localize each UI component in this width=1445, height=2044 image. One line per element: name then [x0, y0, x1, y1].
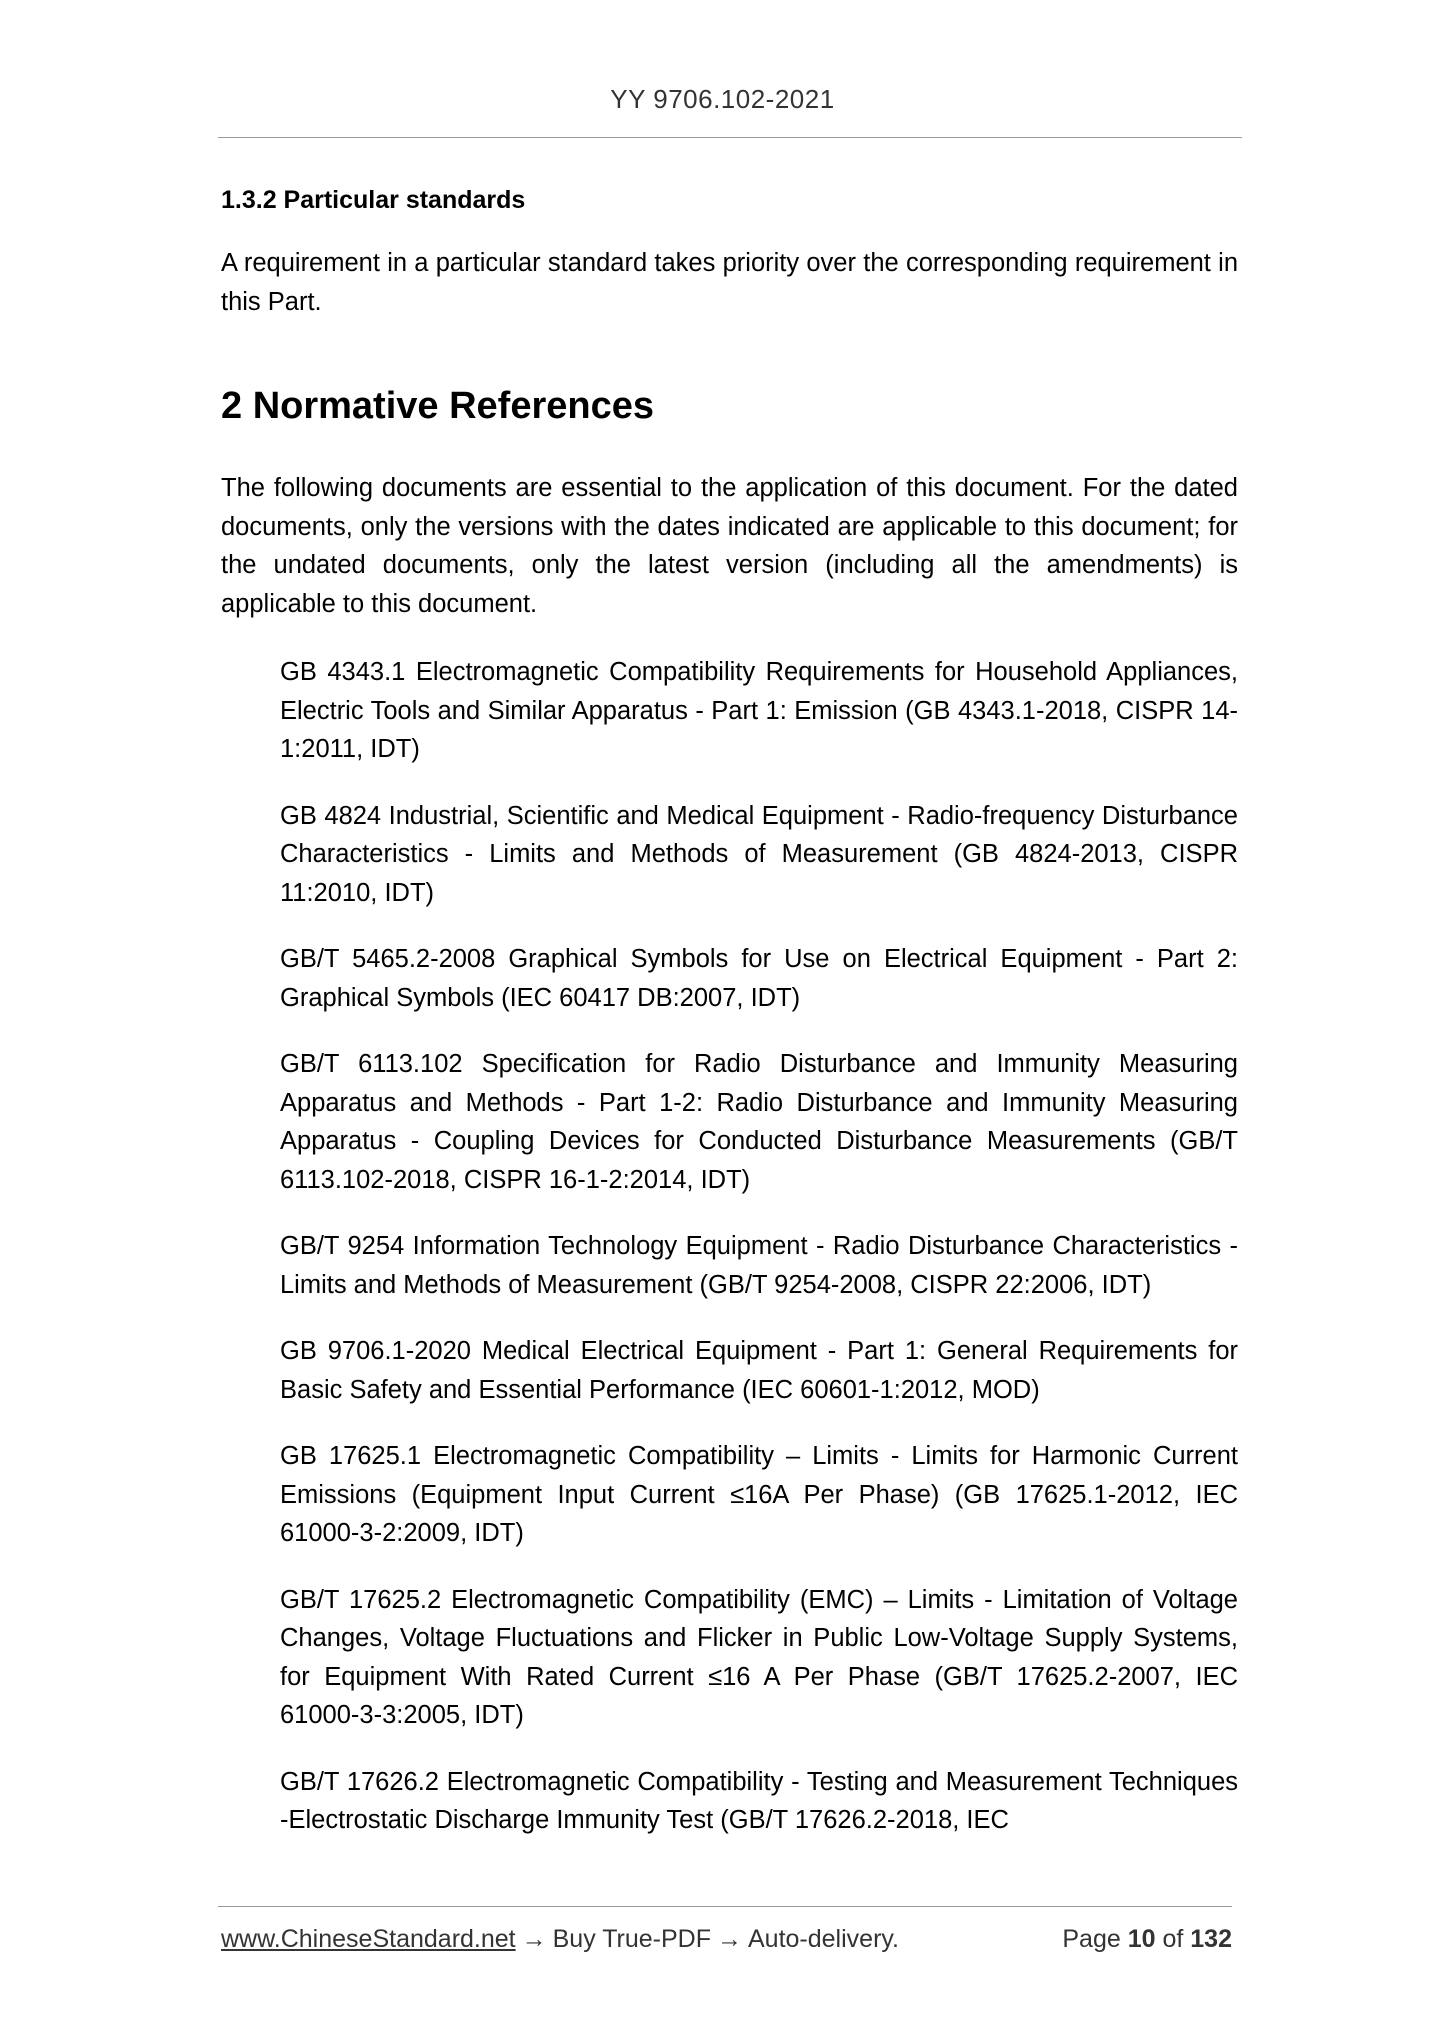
site-link[interactable]: www.ChineseStandard.net: [221, 1925, 516, 1953]
page-label: Page: [1062, 1925, 1121, 1953]
page-footer: [221, 1925, 1232, 1954]
reference-item: GB 17625.1 Electromagnetic Compatibility – Limits - Limits for Harmonic Current Emissions (Equipment Input Current ≤16A Per Phase) (GB 17625.1-2012, IEC 61000-3-2:2009, IDT): [280, 1442, 1238, 1547]
reference-item: GB 4343.1 Electromagnetic Compatibility Requirements for Household Appliances, Electric Tools and Similar Apparatus - Part 1: Emission (GB 4343.1-2018, CISPR 14-1:2011, IDT): [280, 658, 1238, 763]
page-number: [1062, 1925, 1232, 1954]
delivery-text: Auto-delivery.: [748, 1925, 899, 1953]
page-content: [221, 182, 1238, 1840]
page-total: 132: [1190, 1925, 1232, 1953]
section-intro: The following documents are essential to the application of this document. For the dated documents, only the versions with the dates indicated are applicable to this document; for the undated documents, only the latest version (including all the amendments) is applicable to this document.: [221, 474, 1238, 618]
arrow-right-icon: →: [521, 1925, 547, 1953]
header-divider: [218, 137, 1242, 138]
page-current: 10: [1127, 1925, 1156, 1953]
reference-item: GB 4824 Industrial, Scientific and Medical Equipment - Radio-frequency Disturbance Characteristics - Limits and Methods of Measurement (GB 4824-2013, CISPR 11:2010, IDT): [280, 801, 1238, 907]
arrow-right-icon: →: [717, 1925, 742, 1953]
footer-promo: [221, 1925, 899, 1954]
reference-item: GB/T 17626.2 Electromagnetic Compatibility - Testing and Measurement Techniques -Electrostatic Discharge Immunity Test (GB/T 17626.2-2018, IEC: [280, 1767, 1238, 1834]
reference-list: [221, 653, 1238, 1840]
reference-item: GB/T 5465.2-2008 Graphical Symbols for Use on Electrical Equipment - Part 2: Graphical Symbols (IEC 60417 DB:2007, IDT): [280, 945, 1238, 1012]
document-header-id: YY 9706.102-2021: [610, 84, 835, 114]
section-title: 2 Normative References: [221, 385, 654, 427]
reference-item: GB/T 9254 Information Technology Equipment - Radio Disturbance Characteristics - Limits and Methods of Measurement (GB/T 9254-2008, CISPR 22:2006, IDT): [280, 1232, 1238, 1299]
buy-text: Buy True-PDF: [552, 1925, 711, 1953]
subsection-title: 1.3.2 Particular standards: [221, 186, 526, 214]
reference-item: GB/T 17625.2 Electromagnetic Compatibility (EMC) – Limits - Limitation of Voltage Changes, Voltage Fluctuations and Flicker in Public Low-Voltage Supply Systems, for Equipment With Rated Current ≤16 A Per Phase (GB/T 17625.2-2007, IEC 61000-3-3:2005, IDT): [280, 1585, 1238, 1729]
reference-item: GB 9706.1-2020 Medical Electrical Equipment - Part 1: General Requirements for Basic Safety and Essential Performance (IEC 60601-1:2012, MOD): [280, 1337, 1238, 1404]
subsection-body: A requirement in a particular standard takes priority over the corresponding requirement in this Part.: [221, 249, 1238, 316]
reference-item: GB/T 6113.102 Specification for Radio Disturbance and Immunity Measuring Apparatus and Methods - Part 1-2: Radio Disturbance and Immunity Measuring Apparatus - Coupling Devices for Conducted Disturbance Measurements (GB/T 6113.102-2018, CISPR 16-1-2:2014, IDT): [280, 1050, 1238, 1194]
footer-divider: [218, 1906, 1232, 1907]
page-of: of: [1162, 1925, 1184, 1953]
